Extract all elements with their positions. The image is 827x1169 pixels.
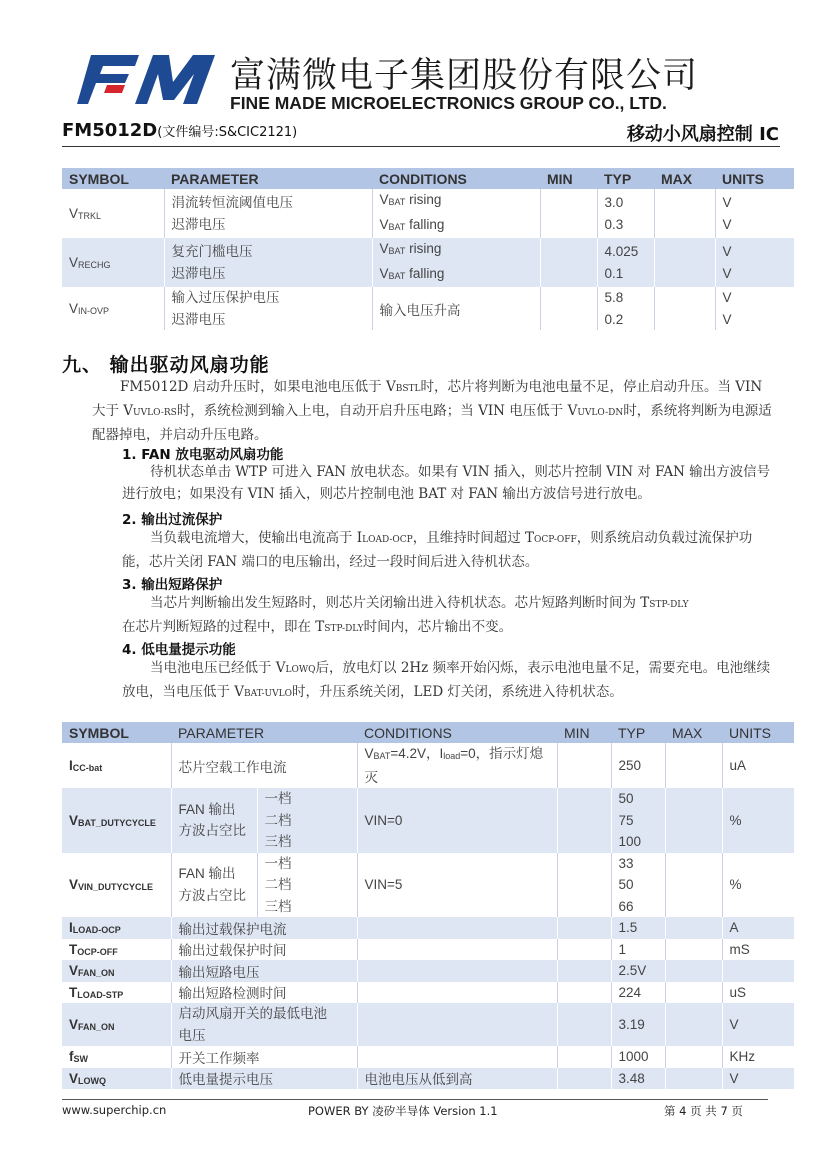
typ-cell: 50 75 100	[611, 788, 665, 853]
symbol-cell: fSW	[69, 1049, 88, 1065]
min-cell	[557, 1068, 611, 1090]
units-cell: mS	[722, 939, 794, 961]
min-cell	[557, 788, 611, 853]
typ-cell: 2.5V	[611, 960, 665, 982]
min-cell	[557, 960, 611, 982]
max-cell	[654, 189, 715, 238]
symbol-cell: VFAN_ON	[62, 960, 171, 982]
header-divider	[62, 146, 780, 147]
parameter-cell: 输出短路电压	[171, 960, 357, 982]
conditions-cell: VIN=0	[357, 788, 557, 853]
table-row	[62, 960, 794, 982]
subsection-heading-3: 3. 输出短路保护	[122, 577, 223, 593]
min-cell	[557, 917, 611, 939]
table-row	[62, 189, 794, 238]
parameter-cell: FAN 输出 方波占空比	[171, 788, 257, 853]
subsection-text-2: 当负载电流增大，使输出电流高于 ILOAD-OCP，且维持时间超过 TOCP-OFF，则系统启动负载过流保护功能，芯片关闭 FAN 端口的电压输出，经过一段时间后进入待机状态。	[122, 530, 753, 570]
company-name-cn: 富满微电子集团股份有限公司	[230, 56, 699, 96]
footer-website: www.superchip.cn	[62, 1103, 167, 1117]
max-cell	[654, 287, 715, 330]
typ-cell: 3.48	[611, 1068, 665, 1090]
col-min: MIN	[540, 168, 597, 189]
col-max: MAX	[654, 168, 715, 189]
units-cell: %	[722, 853, 794, 918]
conditions-cell	[357, 1003, 557, 1046]
footer-power-by: POWER BY 凌矽半导体 Version 1.1	[308, 1104, 498, 1118]
level-cell: 一档 二档 三档	[257, 853, 357, 918]
parameter-cell: 开关工作频率	[171, 1046, 357, 1068]
conditions-cell: VIN=5	[357, 853, 557, 918]
symbol-cell: VLOWQ	[62, 1068, 171, 1090]
conditions-cell	[357, 960, 557, 982]
symbol-cell: TOCP-OFF	[69, 941, 118, 957]
doc-number: (文件编号:S&CIC2121)	[157, 125, 298, 140]
table-row	[62, 917, 794, 939]
model-text: FM5012D	[62, 120, 158, 141]
max-cell	[665, 853, 722, 918]
col-units: UNITS	[715, 168, 794, 189]
col-symbol: SYMBOL	[62, 168, 164, 189]
typ-cell: 1.5	[611, 917, 665, 939]
max-cell	[665, 917, 722, 939]
typ-cell: 1	[611, 939, 665, 961]
units-cell: V V	[715, 189, 794, 238]
conditions-cell: VBAT rising VBAT falling	[372, 189, 540, 238]
parameter-cell: 启动风扇开关的最低电池 电压	[171, 1003, 357, 1046]
symbol-cell: VIN-OVP	[69, 301, 110, 316]
table-row	[62, 788, 794, 853]
col-symbol: SYMBOL	[62, 722, 171, 743]
typ-cell: 4.025 0.1	[597, 238, 654, 287]
min-cell	[557, 939, 611, 961]
table-row	[62, 1003, 794, 1046]
table-row	[62, 853, 794, 918]
units-cell: KHz	[722, 1046, 794, 1068]
units-cell: A	[722, 917, 794, 939]
parameter-cell: 低电量提示电压	[171, 1068, 357, 1090]
min-cell	[540, 189, 597, 238]
min-cell	[557, 1046, 611, 1068]
typ-cell: 1000	[611, 1046, 665, 1068]
typ-cell: 33 50 66	[611, 853, 665, 918]
max-cell	[665, 939, 722, 961]
min-cell	[557, 853, 611, 918]
subsection-text-1: 待机状态单击 WTP 可进入 FAN 放电状态。如果有 VIN 插入，则芯片控制 VIN 对 FAN 输出方波信号进行放电；如果没有 VIN 插入，则芯片控制电池 BAT 对 FAN 输出方波信号进行放电。	[122, 464, 771, 502]
parameter-cell: 输出过载保护时间	[171, 939, 357, 961]
units-cell: V V	[715, 238, 794, 287]
units-cell: V	[722, 1068, 794, 1090]
symbol-cell: VVIN_DUTYCYCLE	[69, 877, 154, 893]
conditions-cell: VBAT rising VBAT falling	[372, 238, 540, 287]
symbol-cell: VRECHG	[62, 238, 164, 287]
subsection-heading-4: 4. 低电量提示功能	[122, 642, 236, 658]
col-typ: TYP	[597, 168, 654, 189]
company-name-en: FINE MADE MICROELECTRONICS GROUP CO., LTD.	[230, 93, 667, 113]
conditions-cell: 输入电压升高	[372, 287, 540, 330]
min-cell	[557, 743, 611, 788]
max-cell	[665, 788, 722, 853]
table-row	[62, 238, 794, 287]
symbol-cell: VTRKL	[69, 206, 102, 221]
parameter-cell: 输入过压保护电压 迟滞电压	[164, 287, 372, 330]
table-row	[62, 1046, 794, 1068]
typ-cell: 5.8 0.2	[597, 287, 654, 330]
units-cell	[722, 960, 794, 982]
product-title: 移动小风扇控制 IC	[626, 124, 779, 145]
model-number	[62, 120, 297, 141]
subsection-heading-1: 1. FAN 放电驱动风扇功能	[122, 447, 284, 463]
col-typ: TYP	[611, 722, 665, 743]
max-cell	[665, 1046, 722, 1068]
typ-cell: 3.19	[611, 1003, 665, 1046]
table-row	[62, 287, 794, 330]
typ-cell: 3.0 0.3	[597, 189, 654, 238]
table-row	[62, 743, 794, 788]
subsection-heading-2: 2. 输出过流保护	[122, 512, 223, 528]
symbol-cell: VFAN_ON	[62, 1003, 171, 1046]
parameter-cell: 复充门槛电压 迟滞电压	[164, 238, 372, 287]
min-cell	[540, 238, 597, 287]
table-row	[62, 1068, 794, 1090]
section-title: 九、 输出驱动风扇功能	[62, 354, 270, 376]
section-intro: FM5012D 启动升压时，如果电池电压低于 VBSTL时，芯片将判断为电池电量不足，停止启动升压。当 VIN 大于 VUVLO-RS时，系统检测到输入上电，自动开启升压电路；当 VIN 电压低于 VUVLO-DN时，系统将判断为电源适配器掉电，并启动升压电路。	[92, 379, 772, 443]
col-parameter: PARAMETER	[171, 722, 357, 743]
col-max: MAX	[665, 722, 722, 743]
symbol-cell: TLOAD-STP	[69, 984, 124, 1000]
parameter-cell: 输出过载保护电流	[171, 917, 357, 939]
subsection-text-4: 当电池电压已经低于 VLOWQ后，放电灯以 2Hz 频率开始闪烁，表示电池电量不足，需要充电。电池继续放电，当电压低于 VBAT-UVLO时，升压系统关闭，LED 灯关闭，系统进入待机状态。	[122, 660, 771, 700]
conditions-cell: 电池电压从低到高	[357, 1068, 557, 1090]
max-cell	[665, 1003, 722, 1046]
units-cell: uA	[722, 743, 794, 788]
max-cell	[665, 982, 722, 1004]
parameter-cell: 芯片空载工作电流	[171, 743, 357, 788]
typ-cell: 250	[611, 743, 665, 788]
col-units: UNITS	[722, 722, 794, 743]
conditions-cell	[357, 1046, 557, 1068]
company-logo	[77, 52, 217, 107]
table-header	[62, 722, 794, 743]
max-cell	[665, 1068, 722, 1090]
col-conditions: CONDITIONS	[357, 722, 557, 743]
spec-table-1	[62, 168, 794, 330]
table-row	[62, 982, 794, 1004]
min-cell	[557, 982, 611, 1004]
conditions-cell	[357, 982, 557, 1004]
units-cell: V V	[715, 287, 794, 330]
min-cell	[540, 287, 597, 330]
col-conditions: CONDITIONS	[372, 168, 540, 189]
units-cell: %	[722, 788, 794, 853]
conditions-cell	[357, 939, 557, 961]
max-cell	[665, 960, 722, 982]
level-cell: 一档 二档 三档	[257, 788, 357, 853]
col-parameter: PARAMETER	[164, 168, 372, 189]
symbol-cell: VBAT_DUTYCYCLE	[62, 788, 171, 853]
conditions-cell: VBAT=4.2V，Iload=0，指示灯熄灭	[357, 743, 557, 788]
col-min: MIN	[557, 722, 611, 743]
footer-divider	[62, 1099, 768, 1100]
units-cell: uS	[722, 982, 794, 1004]
max-cell	[665, 743, 722, 788]
parameter-cell: 涓流转恒流阈值电压 迟滞电压	[164, 189, 372, 238]
spec-table-2	[62, 722, 794, 1089]
table-header	[62, 168, 794, 189]
subsection-text-3: 当芯片判断输出发生短路时，则芯片关闭输出进入待机状态。芯片短路判断时间为 TSTP-DLY 在芯片判断短路的过程中，即在 TSTP-DLY时间内，芯片输出不变。	[122, 595, 689, 635]
typ-cell: 224	[611, 982, 665, 1004]
table-row	[62, 939, 794, 961]
parameter-cell: 输出短路检测时间	[171, 982, 357, 1004]
footer-page-number: 第 4 页 共 7 页	[664, 1104, 743, 1118]
parameter-cell: FAN 输出 方波占空比	[171, 853, 257, 918]
symbol-cell: ICC-bat	[69, 758, 103, 773]
conditions-cell	[357, 917, 557, 939]
max-cell	[654, 238, 715, 287]
units-cell: V	[722, 1003, 794, 1046]
min-cell	[557, 1003, 611, 1046]
symbol-cell: ILOAD-OCP	[62, 917, 171, 939]
